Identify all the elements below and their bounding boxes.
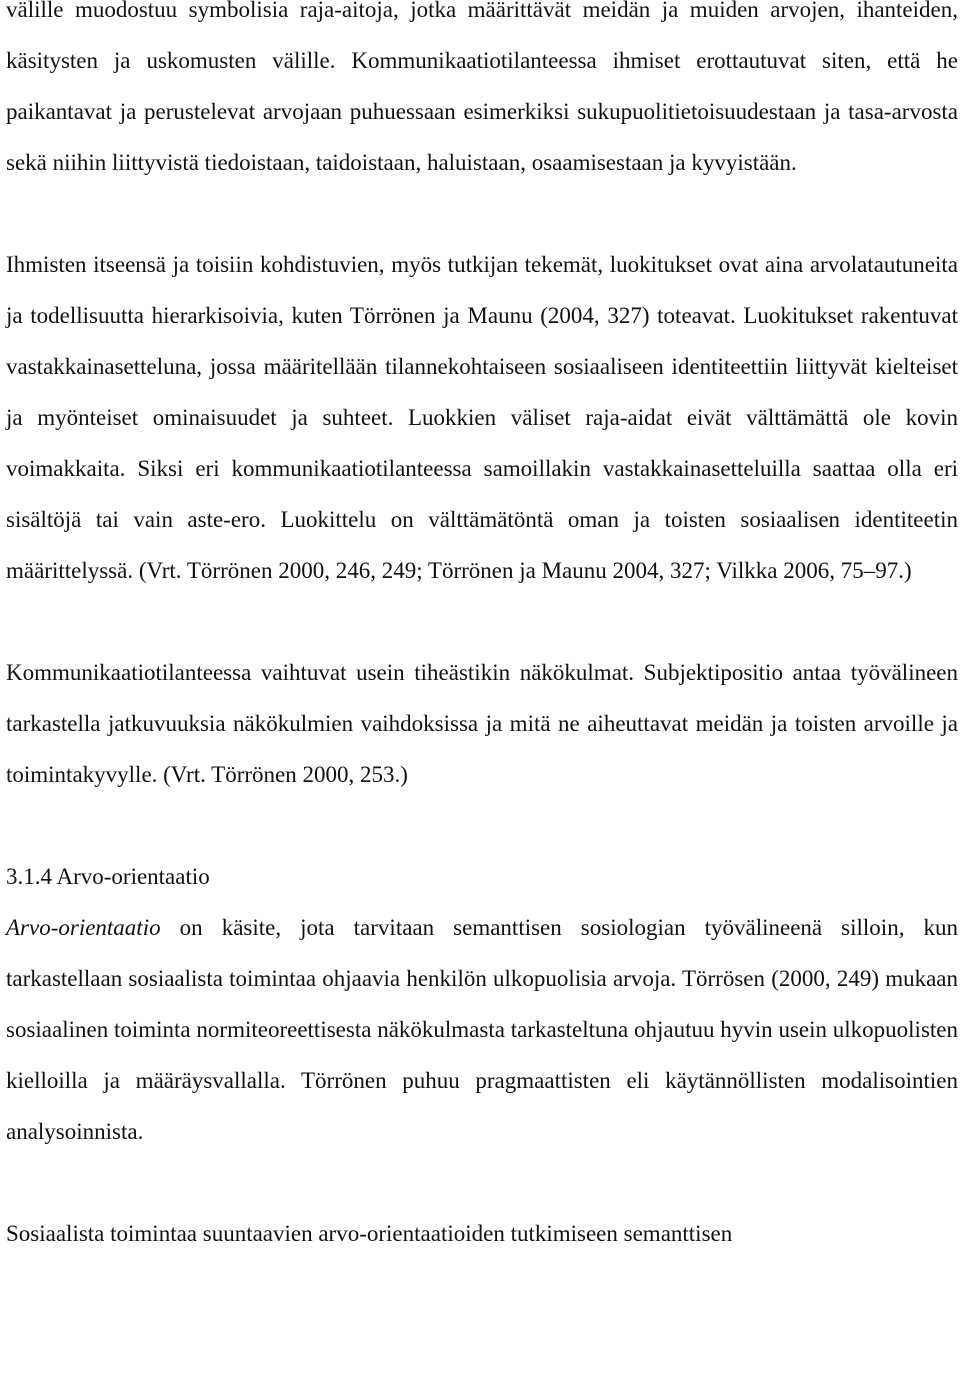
italic-term: Arvo-orientaatio (6, 915, 161, 940)
body-paragraph: Sosiaalista toimintaa suuntaavien arvo-orientaatioiden tutkimiseen semanttisen (6, 1221, 733, 1246)
section-heading: 3.1.4 Arvo-orientaatio (6, 864, 210, 889)
body-paragraph: välille muodostuu symbolisia raja-aitoja, jotka määrittävät meidän ja muiden arvojen, ihanteiden, käsitysten ja uskomusten välille. Kommunikaatiotilanteessa ihmiset erottautuvat siten, että he paikantavat ja perustelevat arvojaan puhuessaan esimerkiksi sukupuolitietoisuudestaan ja tasa-arvosta sekä niihin liittyvistä tiedoistaan, taidoistaan, haluistaan, osaamisestaan ja kyvyistään. (6, 0, 958, 175)
document-page (6, 0, 958, 1259)
body-paragraph: Ihmisten itseensä ja toisiin kohdistuvien, myös tutkijan tekemät, luokitukset ovat aina arvolatautuneita ja todellisuutta hierarkisoivia, kuten Törrönen ja Maunu (2004, 327) toteavat. Luokitukset rakentuvat vastakkainasetteluna, jossa määritellään tilannekohtaiseen sosiaaliseen identiteettiin liittyvät kielteiset ja myönteiset ominaisuudet ja suhteet. Luokkien väliset raja-aidat eivät välttämättä ole kovin voimakkaita. Siksi eri kommunikaatiotilanteessa samoillakin vastakkainasetteluilla saattaa olla eri sisältöjä tai vain aste-ero. Luokittelu on välttämätöntä oman ja toisten sosiaalisen identiteetin määrittelyssä. (Vrt. Törrönen 2000, 246, 249; Törrönen ja Maunu 2004, 327; Vilkka 2006, 75–97.) (6, 252, 958, 583)
body-paragraph: Kommunikaatiotilanteessa vaihtuvat usein tiheästikin näkökulmat. Subjektipositio antaa työvälineen tarkastella jatkuvuuksia näkökulmien vaihdoksissa ja mitä ne aiheuttavat meidän ja toisten arvoille ja toimintakyvylle. (Vrt. Törrönen 2000, 253.) (6, 660, 958, 787)
paragraph-text: on käsite, jota tarvitaan semanttisen sosiologian työvälineenä silloin, kun tarkastellaan sosiaalista toimintaa ohjaavia henkilön ulkopuolisia arvoja. Törrösen (2000, 249) mukaan sosiaalinen toiminta normiteoreettisesta näkökulmasta tarkasteltuna ohjautuu hyvin usein ulkopuolisten kielloilla ja määräysvallalla. Törrönen puhuu pragmaattisten eli käytännöllisten modalisointien analysoinnista. (6, 915, 958, 1144)
body-paragraph (6, 902, 958, 1157)
